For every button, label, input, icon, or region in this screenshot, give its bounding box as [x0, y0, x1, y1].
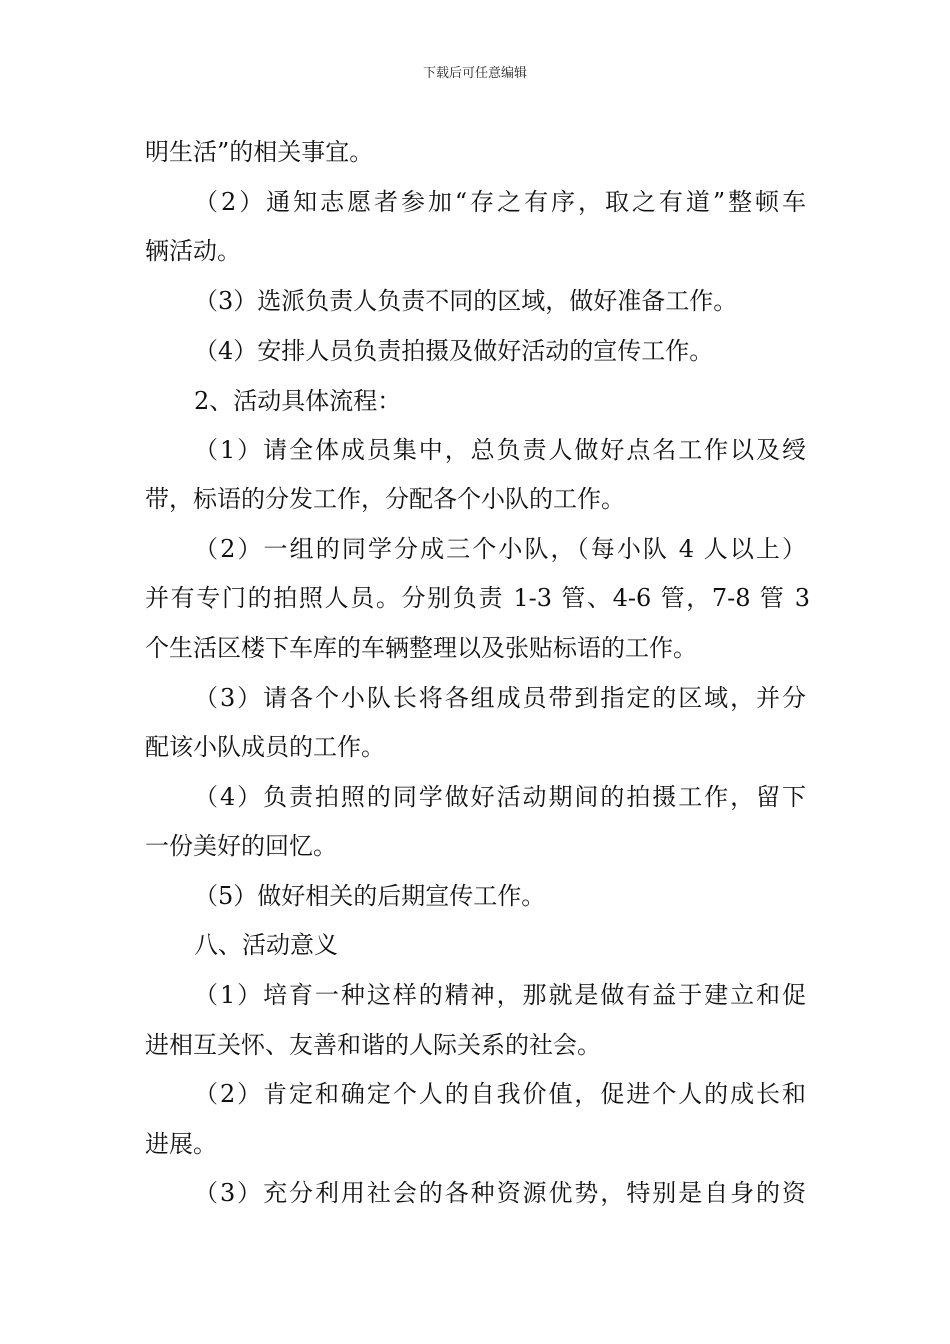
text-line: 并有专门的拍照人员。分别负责 1-3 管、4-6 管，7-8 管 3	[145, 584, 810, 612]
text-line: （2）一组的同学分成三个小队，（每小队 4 人以上）	[194, 535, 806, 563]
text-line: （3）充分利用社会的各种资源优势，特别是自身的资	[194, 1179, 806, 1207]
text-line: 配该小队成员的工作。	[145, 733, 385, 761]
text-line: 进展。	[145, 1130, 217, 1158]
text-line: 一份美好的回忆。	[145, 832, 337, 860]
page-header: 下载后可任意编辑	[422, 66, 527, 81]
text-line: （1）培育一种这样的精神，那就是做有益于建立和促	[194, 981, 806, 1009]
section-heading: 八、活动意义	[194, 931, 338, 959]
section-heading: 2、活动具体流程：	[194, 387, 402, 415]
text-line: 个生活区楼下车库的车辆整理以及张贴标语的工作。	[145, 634, 697, 662]
text-line: （4）安排人员负责拍摄及做好活动的宣传工作。	[194, 337, 714, 365]
text-line: （1）请全体成员集中，总负责人做好点名工作以及绶	[194, 436, 806, 464]
text-line: （3）请各个小队长将各组成员带到指定的区域，并分	[194, 684, 806, 712]
text-line: （2）通知志愿者参加“存之有序，取之有道”整顿车	[194, 188, 806, 216]
text-line: 带，标语的分发工作，分配各个小队的工作。	[145, 485, 625, 513]
text-line: 辆活动。	[145, 237, 241, 265]
text-line: 进相互关怀、友善和谐的人际关系的社会。	[145, 1031, 601, 1059]
text-line: （4）负责拍照的同学做好活动期间的拍摄工作，留下	[194, 783, 806, 811]
text-line: （3）选派负责人负责不同的区域，做好准备工作。	[194, 287, 738, 315]
text-line: 明生活”的相关事宜。	[145, 138, 374, 166]
text-line: （2）肯定和确定个人的自我价值，促进个人的成长和	[194, 1080, 806, 1108]
text-line: （5）做好相关的后期宣传工作。	[194, 882, 546, 910]
